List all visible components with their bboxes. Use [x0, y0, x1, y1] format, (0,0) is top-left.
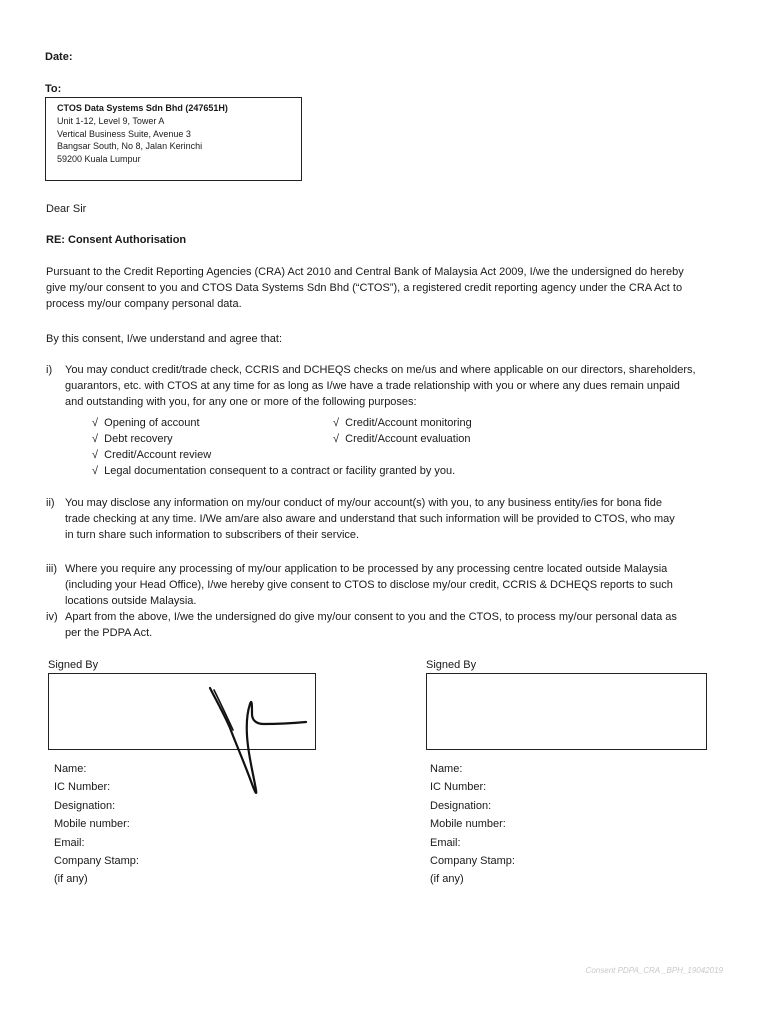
ic-label-left: IC Number: [54, 781, 111, 793]
item-ii-line-1: You may disclose any information on my/our conduct of my/our account(s) with you, to any business entity/ies for bona fide [65, 497, 662, 509]
name-label-right: Name: [430, 763, 463, 775]
purpose-label: Opening of account [104, 417, 200, 429]
address-company: CTOS Data Systems Sdn Bhd (247651H) [57, 103, 228, 113]
if-any-label-left: (if any) [54, 873, 88, 885]
item-i-line-3: and outstanding with you, for any one or more of the following purposes: [65, 396, 417, 408]
to-label: To: [45, 83, 62, 95]
intro-line-2: give my/our consent to you and CTOS Data Systems Sdn Bhd (“CTOS”), a registered credit reporting agency under the CRA Act to [46, 282, 683, 294]
check-mark-icon: √ [92, 465, 99, 477]
address-line-4: 59200 Kuala Lumpur [57, 154, 141, 164]
purpose-legal [92, 463, 455, 479]
designation-label-left: Designation: [54, 800, 116, 812]
item-i-number: i) [46, 364, 53, 376]
address-line-1: Unit 1-12, Level 9, Tower A [57, 116, 165, 126]
item-ii-line-2: trade checking at any time. I/We am/are also aware and understand that such information will be provided to CTOS, who may [65, 513, 675, 525]
ic-label-right: IC Number: [430, 781, 487, 793]
item-i-line-2: guarantors, etc. with CTOS at any time for as long as I/we have a trade relationship with you or where any dues remain unpaid [65, 380, 680, 392]
stamp-label-left: Company Stamp: [54, 855, 139, 867]
purpose-label: Credit/Account monitoring [345, 417, 472, 429]
purpose-evaluation [333, 431, 471, 447]
understand-line: By this consent, I/we understand and agree that: [46, 333, 283, 345]
purpose-review [92, 447, 211, 463]
intro-line-3: process my/our company personal data. [46, 298, 242, 310]
item-i-line-1: You may conduct credit/trade check, CCRIS and DCHEQS checks on me/us and where applicable on our directors, shareholders, [65, 364, 696, 376]
item-iii-line-2: (including your Head Office), I/we hereby give consent to CTOS to disclose my/our credit, CCRIS & DCHEQS reports to such [65, 579, 673, 591]
item-iv-line-1: Apart from the above, I/we the undersigned do give my/our consent to you and the CTOS, to process my/our personal data as [65, 611, 677, 623]
mobile-label-left: Mobile number: [54, 818, 130, 830]
purpose-opening [92, 415, 200, 431]
purpose-label: Credit/Account evaluation [345, 433, 471, 445]
signature-box-right[interactable] [426, 673, 707, 750]
check-mark-icon: √ [333, 433, 340, 445]
name-label-left: Name: [54, 763, 87, 775]
check-mark-icon: √ [92, 449, 99, 461]
purpose-monitoring [333, 415, 472, 431]
if-any-label-right: (if any) [430, 873, 464, 885]
purpose-label: Credit/Account review [104, 449, 212, 461]
subject-line: RE: Consent Authorisation [46, 234, 187, 246]
check-mark-icon: √ [92, 433, 99, 445]
item-iv-number: iv) [46, 611, 58, 623]
item-iii-number: iii) [46, 563, 57, 575]
purpose-label: Debt recovery [104, 433, 173, 445]
email-label-right: Email: [430, 837, 461, 849]
item-iii-line-3: locations outside Malaysia. [65, 595, 197, 607]
handwritten-signature [200, 680, 320, 805]
signed-by-label-left: Signed By [48, 659, 99, 671]
purpose-label: Legal documentation consequent to a contract or facility granted by you. [104, 465, 456, 477]
item-ii-number: ii) [46, 497, 55, 509]
item-iii-line-1: Where you require any processing of my/our application to be processed by any processing centre located outside Malaysia [65, 563, 668, 575]
intro-line-1: Pursuant to the Credit Reporting Agencies (CRA) Act 2010 and Central Bank of Malaysia Act 2009, I/we the undersigned do hereby [46, 266, 684, 278]
mobile-label-right: Mobile number: [430, 818, 506, 830]
salutation: Dear Sir [46, 203, 87, 215]
address-box [45, 97, 302, 181]
document-footer: Consent PDPA_CRA _BPH_19042019 [585, 966, 723, 975]
signed-by-label-right: Signed By [426, 659, 477, 671]
item-iv-line-2: per the PDPA Act. [65, 627, 153, 639]
purpose-debt [92, 431, 173, 447]
date-label: Date: [45, 51, 73, 63]
check-mark-icon: √ [333, 417, 340, 429]
address-line-2: Vertical Business Suite, Avenue 3 [57, 129, 191, 139]
address-line-3: Bangsar South, No 8, Jalan Kerinchi [57, 141, 203, 151]
item-ii-line-3: in turn share such information to subscribers of their service. [65, 529, 360, 541]
stamp-label-right: Company Stamp: [430, 855, 515, 867]
designation-label-right: Designation: [430, 800, 492, 812]
check-mark-icon: √ [92, 417, 99, 429]
email-label-left: Email: [54, 837, 85, 849]
